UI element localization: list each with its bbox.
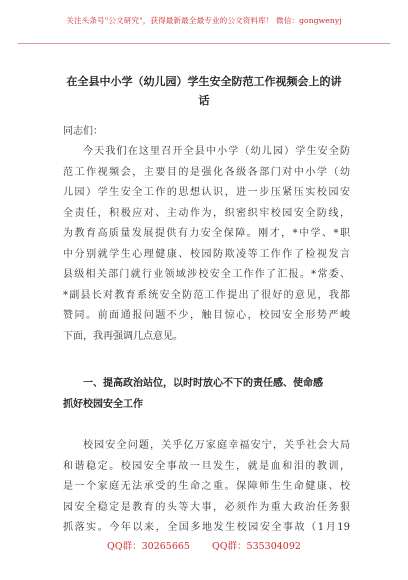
- paragraph-line: 抓落实。今年以来，全国多地发生校园安全事故（1月19: [63, 522, 350, 533]
- paragraph-section-1: [63, 436, 350, 539]
- header-banner: 关注头条号"公文研究"，获得最新最全最专业的公文资料库！ 微信：gongwenyj: [66, 16, 342, 25]
- paragraph-line: 和谐稳定。校园安全事故一旦发生，就是血和泪的教训，: [63, 460, 350, 472]
- paragraph-line: 为教育高质量发展提供有力安全保障。刚才，*中学、*职: [63, 228, 350, 239]
- paragraph-opening: [63, 142, 350, 347]
- paragraph-line: 校园安全问题，关乎亿万家庭幸福安宁，关乎社会大局: [83, 440, 350, 451]
- footer-qq-group-1: QQ群：30265665: [107, 541, 190, 552]
- greeting: 同志们：: [63, 126, 103, 137]
- paragraph-line: 是一个家庭无法承受的生命之重。保障师生生命健康、校: [63, 481, 350, 492]
- paragraph-line: 下面，我再强调几点意见。: [63, 330, 183, 342]
- document-title: [54, 72, 354, 110]
- paragraph-line: 中分别就学生心理健康、校园防欺凌等工作作了检视发言: [63, 248, 350, 260]
- paragraph-line: 园安全稳定是教育的头等大事，必须作为重大政治任务狠: [63, 501, 350, 513]
- paragraph-line: 县级相关部门就行业领域涉校安全工作作了汇报。*常委、: [63, 269, 350, 280]
- paragraph-line: 今天我们在这里召开全县中小学（幼儿园）学生安全防: [83, 146, 350, 157]
- title-line: 话: [198, 94, 210, 107]
- section-heading-1: [63, 374, 350, 415]
- paragraph-line: 全责任，积极应对、主动作为，织密织牢校园安全防线，: [63, 207, 350, 219]
- footer-qq-group-2: QQ群：535304092: [211, 541, 301, 552]
- paragraph-line: *副县长对教育系统安全防范工作提出了很好的意见，我都: [63, 289, 350, 301]
- heading-line: 抓好校园安全工作: [63, 398, 143, 410]
- title-line: 在全县中小学（幼儿园）学生安全防范工作视频会上的讲: [66, 75, 342, 88]
- heading-line: 一、提高政治站位，以时时放心不下的责任感、使命感: [83, 378, 323, 389]
- header-divider: [18, 43, 390, 44]
- footer-contact: [0, 538, 408, 552]
- paragraph-line: 儿园）学生安全工作的思想认识，进一步压紧压实校园安: [63, 187, 350, 198]
- paragraph-line: 赞同。前面通报问题不少，触目惊心，校园安全形势严峻: [63, 310, 350, 321]
- paragraph-line: 范工作视频会，主要目的是强化各级各部门对中小学（幼: [63, 166, 350, 178]
